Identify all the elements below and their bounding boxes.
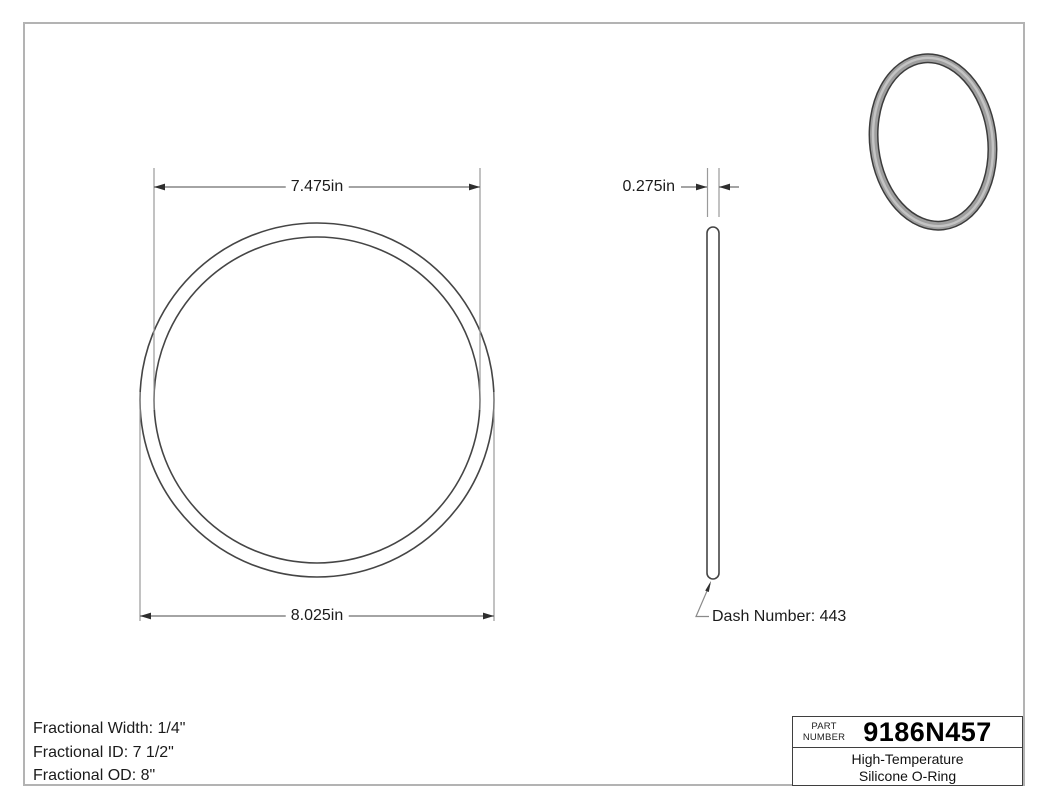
outer-diameter-dimension-label: 8.025in (286, 607, 349, 625)
leader-arrowhead (705, 581, 711, 592)
part-caption-line2: NUMBER (802, 732, 846, 743)
side-view-capsule (707, 227, 719, 579)
width-arrow-left (696, 184, 707, 191)
dash-number-label: Dash Number: 443 (712, 608, 847, 625)
front-view-drawing (140, 223, 494, 577)
width-arrow-right (719, 184, 730, 191)
part-caption-line1: PART (811, 721, 837, 732)
part-number-caption (793, 721, 855, 743)
inner-diameter-dimension-label: 7.475in (286, 178, 349, 196)
part-description (793, 748, 1022, 784)
id-arrow-left (154, 184, 165, 191)
part-number-row (793, 717, 1022, 748)
part-description-line1: High-Temperature (851, 751, 964, 767)
fractional-width-text: Fractional Width: 1/4" (33, 720, 186, 737)
dash-number-leader (696, 581, 711, 617)
outer-circle (140, 223, 494, 577)
cross-section-width-dimension-label: 0.275in (623, 178, 679, 196)
isometric-ring-image (864, 51, 1003, 233)
part-number-value: 9186N457 (863, 716, 992, 747)
fractional-id-text: Fractional ID: 7 1/2" (33, 743, 174, 761)
inner-circle (154, 237, 480, 563)
ring-highlight (864, 51, 1003, 233)
title-block (792, 716, 1023, 786)
id-arrow-right (469, 184, 480, 191)
ring-outline (864, 51, 1002, 232)
od-arrow-right (483, 613, 494, 620)
fractional-specs (33, 717, 185, 788)
fractional-od-text: Fractional OD: 8" (33, 767, 156, 784)
dimension-lines (140, 187, 739, 616)
od-arrow-left (140, 613, 151, 620)
part-description-line2: Silicone O-Ring (858, 767, 957, 784)
